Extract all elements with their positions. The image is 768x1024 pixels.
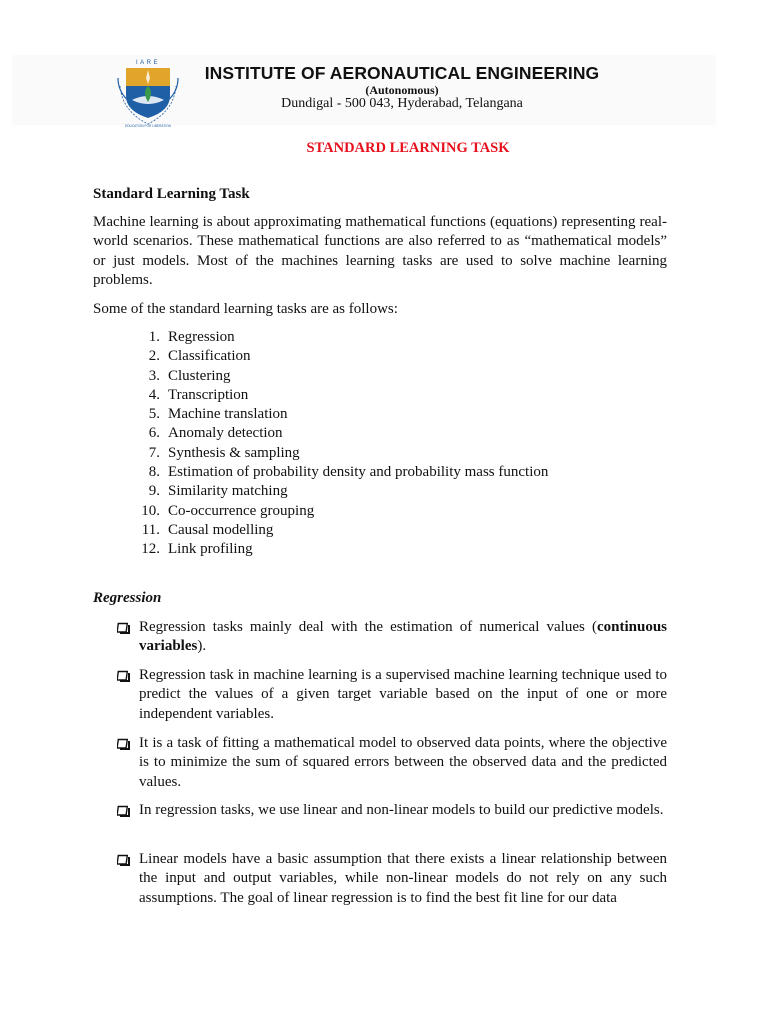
list-item-number: 2.	[148, 348, 160, 365]
bullet-bold-text: continuous variables	[139, 619, 667, 655]
list-item-label: Estimation of probability density and probability mass function	[168, 464, 549, 481]
list-item-number: 5.	[148, 406, 160, 423]
list-item	[93, 367, 653, 386]
list-item	[93, 405, 653, 424]
iare-logo-icon	[112, 56, 184, 128]
list-item-label: Regression	[168, 329, 235, 345]
list-item-label: Transcription	[168, 386, 249, 403]
bullet-text: Regression task in machine learning is a supervised machine learning technique used to predict the values of a given target variable based on the input of one or more independent variables.	[139, 667, 667, 722]
bullet-item	[116, 734, 667, 792]
list-item-label: Classification	[168, 348, 251, 365]
list-item	[93, 482, 653, 501]
checkbox-bullet-icon	[117, 622, 131, 634]
checkbox-bullet-icon	[117, 738, 131, 750]
bullet-item	[116, 850, 667, 908]
regression-heading: Regression	[93, 590, 162, 606]
list-item-label: Similarity matching	[168, 483, 288, 500]
bullet-item	[116, 801, 667, 820]
list-item-number: 12.	[141, 541, 160, 558]
task-list	[93, 328, 653, 560]
list-item	[93, 386, 653, 405]
list-item-number: 3.	[148, 367, 160, 384]
list-item-number: 7.	[148, 444, 160, 461]
list-item	[93, 347, 653, 366]
bullet-item	[116, 618, 667, 657]
list-item-number: 6.	[148, 425, 160, 442]
list-item-label: Anomaly detection	[168, 425, 283, 442]
bullet-text-end: ).	[197, 638, 207, 655]
bullet-text: Linear models have a basic assumption that there exists a linear relationship between the input and output variables, while non-linear models do not rely on any such assumptions. The goal of linear regression is to find the best fit line for our data	[139, 851, 667, 906]
institute-address: Dundigal - 500 043, Hyderabad, Telangana	[281, 96, 523, 111]
list-item-number: 10.	[141, 502, 160, 519]
list-item-label: Clustering	[168, 367, 231, 384]
list-item-number: 9.	[148, 483, 160, 500]
list-intro: Some of the standard learning tasks are as follows:	[93, 301, 398, 317]
list-item	[93, 328, 653, 347]
intro-paragraph: Machine learning is about approximating mathematical functions (equations) representing real-world scenarios. These mathematical functions are also referred to as “mathematical models” or just models. Most of the machines learning tasks are used to solve machine learning problems.	[93, 214, 667, 288]
logo-motto: EDUCATION FOR LIBERATION	[125, 124, 171, 128]
list-item-label: Link profiling	[168, 541, 253, 558]
list-item-number: 11.	[141, 521, 160, 538]
bullet-item	[116, 666, 667, 724]
checkbox-bullet-icon	[117, 854, 131, 866]
list-item-label: Synthesis & sampling	[168, 444, 300, 461]
bullet-text: It is a task of fitting a mathematical model to observed data points, where the objective is to minimize the sum of squared errors between the observed data and the predicted values.	[139, 735, 667, 790]
list-item	[93, 502, 653, 521]
list-item	[93, 540, 653, 559]
checkbox-bullet-icon	[117, 805, 131, 817]
institute-autonomous: (Autonomous)	[365, 83, 439, 97]
list-item-number: 4.	[148, 386, 160, 403]
list-item	[93, 463, 653, 482]
list-item	[93, 444, 653, 463]
list-item-number: 1.	[148, 329, 160, 345]
logo-text: IARE	[135, 60, 161, 66]
list-item-label: Co-occurrence grouping	[168, 502, 315, 519]
bullet-text: Regression tasks mainly deal with the estimation of numerical values (	[139, 619, 597, 635]
list-item-label: Causal modelling	[168, 521, 274, 538]
list-item-label: Machine translation	[168, 406, 288, 423]
checkbox-bullet-icon	[117, 670, 131, 682]
section-heading: Standard Learning Task	[93, 186, 250, 202]
list-item	[93, 424, 653, 443]
bullet-text: In regression tasks, we use linear and non-linear models to build our predictive models.	[139, 802, 664, 818]
list-item-number: 8.	[148, 464, 160, 481]
list-item	[93, 521, 653, 540]
institute-name: INSTITUTE OF AERONAUTICAL ENGINEERING	[204, 63, 600, 83]
document-title: STANDARD LEARNING TASK	[306, 140, 510, 156]
